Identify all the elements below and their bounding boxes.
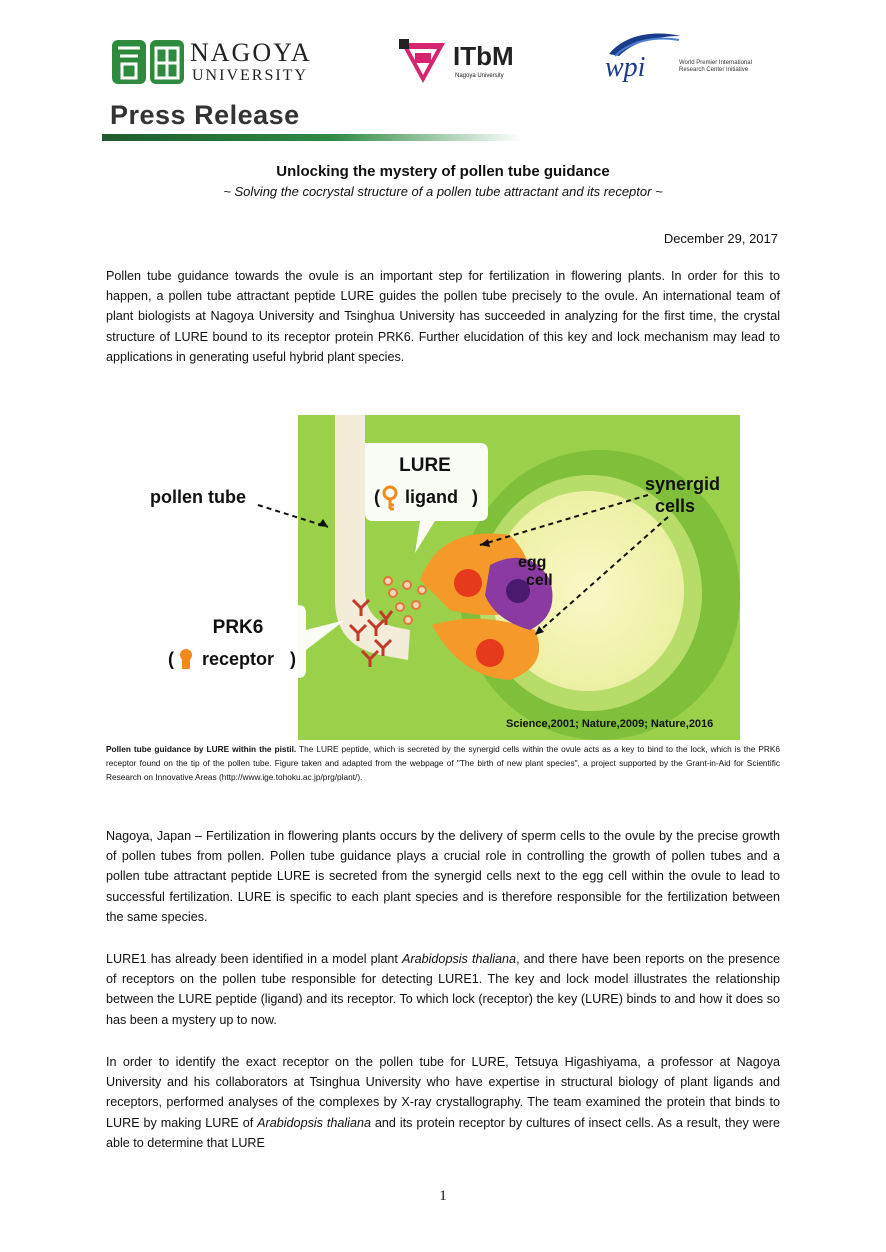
svg-text:(: ( [374,487,380,507]
body-paragraph-2: LURE1 has already been identified in a model plant Arabidopsis thaliana, and there have been reports on the presence of receptors on the pollen tube responsible for detecting LURE1. The key and lock model illustrates the relationship between the LURE peptide (ligand) and its receptor. To which lock (receptor) the key (LURE) binds to and how it does so has been a mystery up to now. [106,952,780,1027]
synergid-label: synergid [645,474,721,494]
header [0,28,886,90]
release-date: December 29, 2017 [663,231,778,246]
wpi-name: wpi [605,52,646,83]
itbm-name: ITbM [453,41,514,71]
itbm-emblem-icon [395,33,451,89]
nagoya-university-logo [110,36,320,88]
itbm-subtitle: Nagoya University [455,73,504,79]
cells-label: cells [655,496,696,516]
press-release-label: Press Release [110,100,300,130]
ligand-label: ligand [405,487,458,507]
pollen-tube-diagram [150,415,740,740]
svg-text:): ) [290,649,296,669]
caption-title: Pollen tube guidance by LURE within the pistil. [106,744,297,754]
svg-text:(: ( [168,649,174,669]
press-release-underline [102,134,522,141]
nagoya-name-line1: NAGOYA [190,38,312,67]
egg-label: egg [518,554,547,571]
nagoya-name-line2: UNIVERSITY [192,67,308,84]
figure-citation: Science,2001; Nature,2009; Nature,2016 [506,718,714,730]
wpi-subtitle: World Premier International Research Center Initiative [679,60,752,73]
species-name: Arabidopsis thaliana [257,1115,371,1130]
receptor-label: receptor [202,649,275,669]
figure-caption [106,742,780,784]
itbm-logo [395,33,545,89]
egg-cell-label: cell [526,572,553,589]
svg-text:): ) [472,487,478,507]
caption-text: The LURE peptide, which is secreted by the synergid cells within the ovule acts as a key to bind to the lock, which is the PRK6 receptor found on the tip of the pollen tube. Figure taken and adapted from the webpage of "The birth of new plant species", a project supported by the Grant-in-Aid for Scientific Research on Innovative Areas (http://www.ige.tohoku.ac.jp/prg/plant/). [106,744,780,782]
prk6-label: PRK6 [212,617,264,638]
body-paragraph-3: In order to identify the exact receptor on the pollen tube for LURE, Tetsuya Higashiyama, a professor at Nagoya University and his collaborators at Tsinghua University who have expertise in structural biology of plant ligands and receptors, performed analyses of the complexes by X-ray crystallography. The team examined the protein that binds to LURE by making LURE of Arabidopsis thaliana and its protein receptor by cultures of insect cells. As a result, they were able to determine that LURE [106,1055,780,1150]
wpi-logo [605,30,785,88]
nagoya-emblem-icon [110,36,188,88]
release-title: Unlocking the mystery of pollen tube guidance [276,163,610,180]
page-number: 1 [439,1188,447,1204]
intro-paragraph: Pollen tube guidance towards the ovule is an important step for fertilization in flowering plants. In order for this to happen, a pollen tube attractant peptide LURE guides the pollen tube precisely to the ovule. An international team of plant biologists at Nagoya University and Tsinghua University has succeeded in analyzing for the first time, the crystal structure of LURE bound to its receptor protein PRK6. Further elucidation of this key and lock mechanism may lead to applications in generating useful hybrid plant species. [106,269,780,364]
release-subtitle: ~ Solving the cocrystal structure of a pollen tube attractant and its receptor ~ [223,184,663,199]
pollen-tube-label: pollen tube [150,487,246,507]
body-paragraph-1: Nagoya, Japan – Fertilization in flowering plants occurs by the delivery of sperm cells to the ovule by the precise growth of pollen tubes from pollen. Pollen tube guidance plays a crucial role in controlling the growth of pollen tubes and a pollen tube attractant peptide LURE is secreted from the synergid cells next to the egg cell within the ovule to lead to successful fertilization. LURE is specific to each plant species and is therefore responsible for the fertilization between the same species. [106,829,780,924]
lure-label: LURE [399,455,451,476]
species-name: Arabidopsis thaliana [402,952,517,966]
pollen-tube-figure [150,415,740,740]
